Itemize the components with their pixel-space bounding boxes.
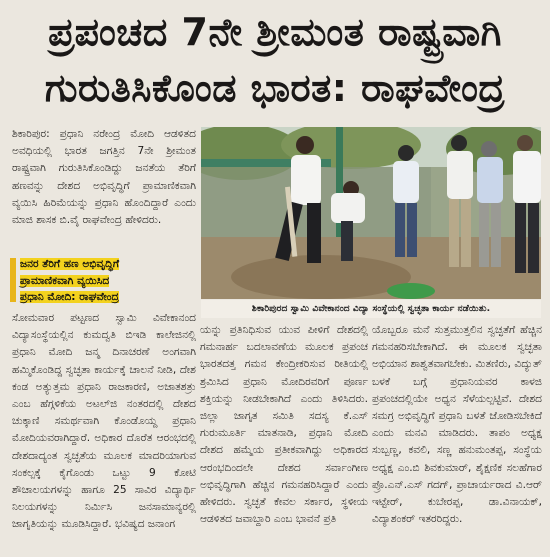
headline-line-2: ಗುರುತಿಸಿಕೊಂಡ ಭಾರತ: ರಾಘವೇಂದ್ರ bbox=[44, 66, 506, 110]
column-2-paragraph: ಯನ್ನು ಪ್ರತಿನಿಧಿಸುವ ಯುವ ಪೀಳಿಗೆ ದೇಶದಲ್ಲಿ ಗಮನಾರ್ಹ ಬದಲಾವಣೆಯ ಮೂಲಕ ಪ್ರಪಂಚ ಭಾರತದತ್ತ ಗಮನ ಕೇಂದ್ರೀಕರಿಸುವ ರೀತಿಯಲ್ಲಿ ಶ್ರಮಿಸಿದ ಪ್ರಧಾನಿ ಮೋದಿರವರಿಗೆ ಪೂರ್ಣ ಶಕ್ತಿಯನ್ನು ನೀಡಬೇಕಾಗಿದೆ ಎಂದು ತಿಳಿಸಿದರು. ಜಿಲ್ಲಾ ಜಾಗೃತ ಸಮಿತಿ ಸದಸ್ಯ ಕೆ.ಎಸ್ ಗುರುಮೂರ್ತಿ ಮಾತನಾಡಿ, ಪ್ರಧಾನಿ ಮೋದಿ ದೇಶದ ಹಮ್ಮೆಯ ಪ್ರತೀಕವಾಗಿದ್ದು ಅಧಿಕಾರದ ಆರಂಭದಿಂದಲೇ ದೇಶದ ಸರ್ವಾಂಗೀಣ ಅಭಿವೃದ್ಧಿಗಾಗಿ ಹೆಚ್ಚಿನ ಗಮನಹರಿಸಿದ್ದಾರೆ ಎಂದು ಹೇಳಿದರು. ಸ್ವಚ್ಛತೆ ಕೇವಲ ಸರ್ಕಾರ, ಸ್ಥಳೀಯ ಆಡಳಿತದ ಜವಾಬ್ದಾರಿ ಎಂಬ ಭಾವನೆ ಪ್ರತಿ bbox=[200, 324, 368, 526]
article-intro bbox=[12, 126, 196, 229]
article-column-3 bbox=[372, 322, 542, 528]
news-photo-illustration bbox=[201, 127, 541, 299]
highlight-accent-bar bbox=[10, 258, 16, 302]
article-column-2 bbox=[200, 322, 368, 528]
headline-line-1: ಪ್ರಪಂಚದ 7ನೇ ಶ್ರೀಮಂತ ರಾಷ್ಟ್ರವಾಗಿ bbox=[48, 10, 502, 54]
highlight-box bbox=[12, 256, 196, 306]
highlight-line-1: ಜನರ ತೆರಿಗೆ ಹಣ ಅಭಿವೃದ್ಧಿಗೆ bbox=[20, 258, 119, 270]
news-photo bbox=[201, 127, 541, 299]
highlight-line-2: ಪ್ರಾಮಾಣಿಕವಾಗಿ ವ್ಯಯಿಸಿದ bbox=[20, 274, 110, 287]
intro-paragraph: ಶಿಕಾರಿಪುರ: ಪ್ರಧಾನಿ ನರೇಂದ್ರ ಮೋದಿ ಆಡಳಿತದ ಅವಧಿಯಲ್ಲಿ ಭಾರತ ಜಗತ್ತಿನ 7ನೇ ಶ್ರೀಮಂತ ರಾಷ್ಟ್ರವಾಗಿ ಗುರುತಿಸಿಕೊಂಡಿದ್ದು ಜನತೆಯ ತೆರಿಗೆ ಹಣವನ್ನು ದೇಶದ ಅಭಿವೃದ್ಧಿಗೆ ಪ್ರಾಮಾಣಿಕವಾಗಿ ವ್ಯಯಿಸಿ ಹಿರಿಮೆಯನ್ನು ಪ್ರಧಾನಿ ಹೊಂದಿದ್ದಾರೆ ಎಂದು ಮಾಜಿ ಶಾಸಕ ಬಿ.ವೈ ರಾಘವೇಂದ್ರ ಹೇಳಿದರು. bbox=[12, 128, 196, 227]
article-column-1 bbox=[12, 310, 196, 534]
highlight-line-3: ಪ್ರಧಾನಿ ಮೋದಿ: ರಾಘವೇಂದ್ರ bbox=[20, 291, 119, 303]
column-3-paragraph: ಯೊಬ್ಬರೂ ಮನೆ ಸುತ್ತಮುತ್ತಲಿನ ಸ್ವಚ್ಛತೆಗೆ ಹೆಚ್ಚಿನ ಗಮನಹರಿಸಬೇಕಾಗಿದೆ. ಈ ಮೂಲಕ ಸ್ವಚ್ಛತಾ ಅಭಿಯಾನ ಶಾಶ್ವತವಾಗಬೇಕು. ಮಿತಣಿರು, ವಿದ್ಯುತ್ ಬಳಕೆ ಬಗ್ಗೆ ಪ್ರಧಾನಿಯವರ ಕಾಳಜಿ ಪ್ರಪಂಚದಲ್ಲಿಯೇ ಅಧ್ಯನ ಸೆಳೆಯಲ್ಪಟ್ಟಿವೆ. ದೇಶದ ಸಮಗ್ರ ಅಭಿವೃದ್ಧಿಗೆ ಪ್ರಧಾನಿ ಬಳತೆ ಜೋಡಿಸಬೇಕಿದೆ ಎಂದು ಮನವಿ ಮಾಡಿದರು. ತಾಪಂ ಅಧ್ಯಕ್ಷ ಸುಬ್ಬಣ್ಣ, ಕವಲಿ, ಸಣ್ಣ ಹನುಮಂತಪ್ಪ, ಸಂಸ್ಥೆಯ ಅಧ್ಯಕ್ಷ ಎಂ.ಬಿ ಶಿವಕುಮಾರ್, ಶೈಕ್ಷಣಿಕ ಸಲಹೆಗಾರ ಪ್ರೊ.ಎನ್.ಎಸ್ ಗದಗ್, ಪ್ರಾಚಾರ್ಯರಾದ ವಿ.ಆರ್ ಇಟ್ಟೇರ್, ಕುಬೇರಪ್ಪ, ಡಾ.ವಿನಾಯಕ್, ವಿದ್ಯಾಶಂಕರ್ ಇತರರಿದ್ದರು. bbox=[372, 324, 542, 526]
column-1-paragraph: ಸೋಮವಾರ ಪಟ್ಟಣದ ಸ್ವಾಮಿ ವಿವೇಕಾನಂದ ವಿದ್ಯಾಸಂಸ್ಥೆಯಲ್ಲಿನ ಕುಮದ್ವತಿ ಬಿಇಡಿ ಕಾಲೇಜಿನಲ್ಲಿ ಪ್ರಧಾನಿ ಮೋದಿ ಜನ್ಮ ದಿನಾಚರಣೆ ಅಂಗವಾಗಿ ಹಮ್ಮಿಕೊಂಡಿದ್ದ ಸ್ವಚ್ಛತಾ ಕಾರ್ಯಕ್ಕೆ ಚಾಲನೆ ನೀಡಿ, ದೇಶ ಕಂಡ ಅತ್ಯುತ್ತಮ ಪ್ರಧಾನಿ ರಾಜಕಾರಣಿ, ಅಜಾತಶತ್ರು ಎಂಬ ಹೆಗ್ಗಳಿಕೆಯ ಅಟಲ್‌ಜಿ ನಂತರದಲ್ಲಿ ದೇಶದ ಚುಕ್ಕಾಣಿ ಸಮರ್ಥವಾಗಿ ಕೊಂಡೊಯ್ದ ಪ್ರಧಾನಿ ಮೋದಿಯವರಾಗಿದ್ದಾರೆ. ಅಧಿಕಾರ ದೊರೆತ ಆರಂಭದಲ್ಲಿ ದೇಶದಾದ್ಯಂತ ಸ್ವಚ್ಛತೆಯ ಮೂಲಕ ಮಾದರಿಯಾಗುವ ಸಂಕಲ್ಪಕ್ಕೆ ಕೈಗೊಂಡು ಒಟ್ಟು 9 ಕೋಟಿ ಶೌಚಾಲಯಗಳನ್ನು ಹಾಗೂ 25 ಸಾವಿರ ವಿದ್ಯಾರ್ಥಿ ನಿಲಯಗಳನ್ನು ನಿರ್ಮಿಸಿ ಜನಸಾಮಾನ್ಯರಲ್ಲಿ ಜಾಗೃತಿಯನ್ನು ಮೂಡಿಸಿದ್ದಾರೆ. ಭವಿಷ್ಯದ ಜನಾಂಗ bbox=[12, 312, 196, 531]
photo-caption: ಶಿಕಾರಿಪುರದ ಸ್ವಾಮಿ ವಿವೇಕಾನಂದ ವಿದ್ಯಾ ಸಂಸ್ಥೆಯಲ್ಲಿ ಸ್ವಚ್ಛತಾ ಕಾರ್ಯ ನಡೆಯಿತು. bbox=[201, 300, 541, 318]
